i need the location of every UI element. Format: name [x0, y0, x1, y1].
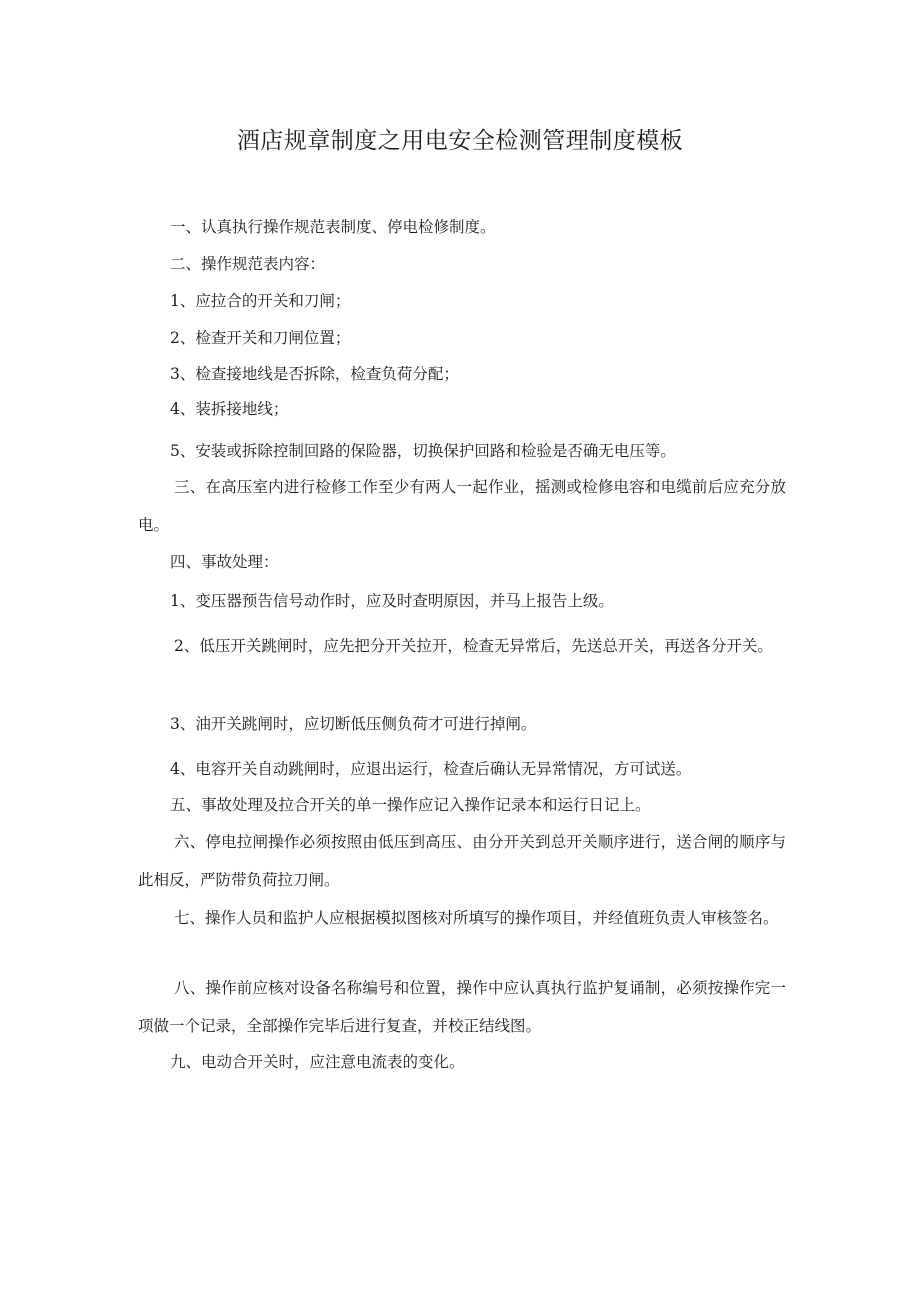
list-item-5: 5、安装或拆除控制回路的保险器，切换保护回路和检验是否确无电压等。 [170, 442, 676, 460]
paragraph-1: 一、认真执行操作规范表制度、停电检修制度。 [170, 218, 496, 236]
document-title: 酒店规章制度之用电安全检测管理制度模板 [236, 128, 684, 154]
paragraph-6: 六、停电拉闸操作必须按照由低压到高压、由分开关到总开关顺序进行，送合闸的顺序与此相反，严防带负荷拉刀闸。 [138, 833, 786, 889]
list-item-4: 4、装拆接地线； [170, 400, 289, 418]
paragraph-3: 三、在高压室内进行检修工作至少有两人一起作业，摇测或检修电容和电缆前后应充分放电。 [138, 478, 786, 534]
list-item-3: 3、检查接地线是否拆除，检查负荷分配； [170, 365, 459, 383]
accident-item-4: 4、电容开关自动跳闸时，应退出运行，检查后确认无异常情况，方可试送。 [170, 760, 692, 778]
paragraph-4: 四、事故处理： [170, 553, 279, 571]
paragraph-2: 二、操作规范表内容： [170, 255, 326, 273]
paragraph-5: 五、事故处理及拉合开关的单一操作应记入操作记录本和运行日记上。 [170, 796, 651, 814]
list-item-1: 1、应拉合的开关和刀闸； [170, 292, 351, 310]
accident-item-1: 1、变压器预告信号动作时，应及时查明原因，并马上报告上级。 [170, 592, 614, 610]
paragraph-8: 八、操作前应核对设备名称编号和位置，操作中应认真执行监护复诵制，必须按操作完一项做一个记录，全部操作完毕后进行复查，并校正结线图。 [138, 979, 786, 1035]
paragraph-9: 九、电动合开关时，应注意电流表的变化。 [170, 1053, 465, 1071]
accident-item-3: 3、油开关跳闸时，应切断低压侧负荷才可进行掉闸。 [170, 715, 537, 733]
list-item-2: 2、检查开关和刀闸位置； [170, 329, 351, 347]
paragraph-7: 七、操作人员和监护人应根据模拟图核对所填写的操作项目，并经值班负责人审核签名。 [174, 909, 779, 927]
accident-item-2: 2、低压开关跳闸时，应先把分开关拉开，检查无异常后，先送总开关，再送各分开关。 [174, 637, 773, 655]
